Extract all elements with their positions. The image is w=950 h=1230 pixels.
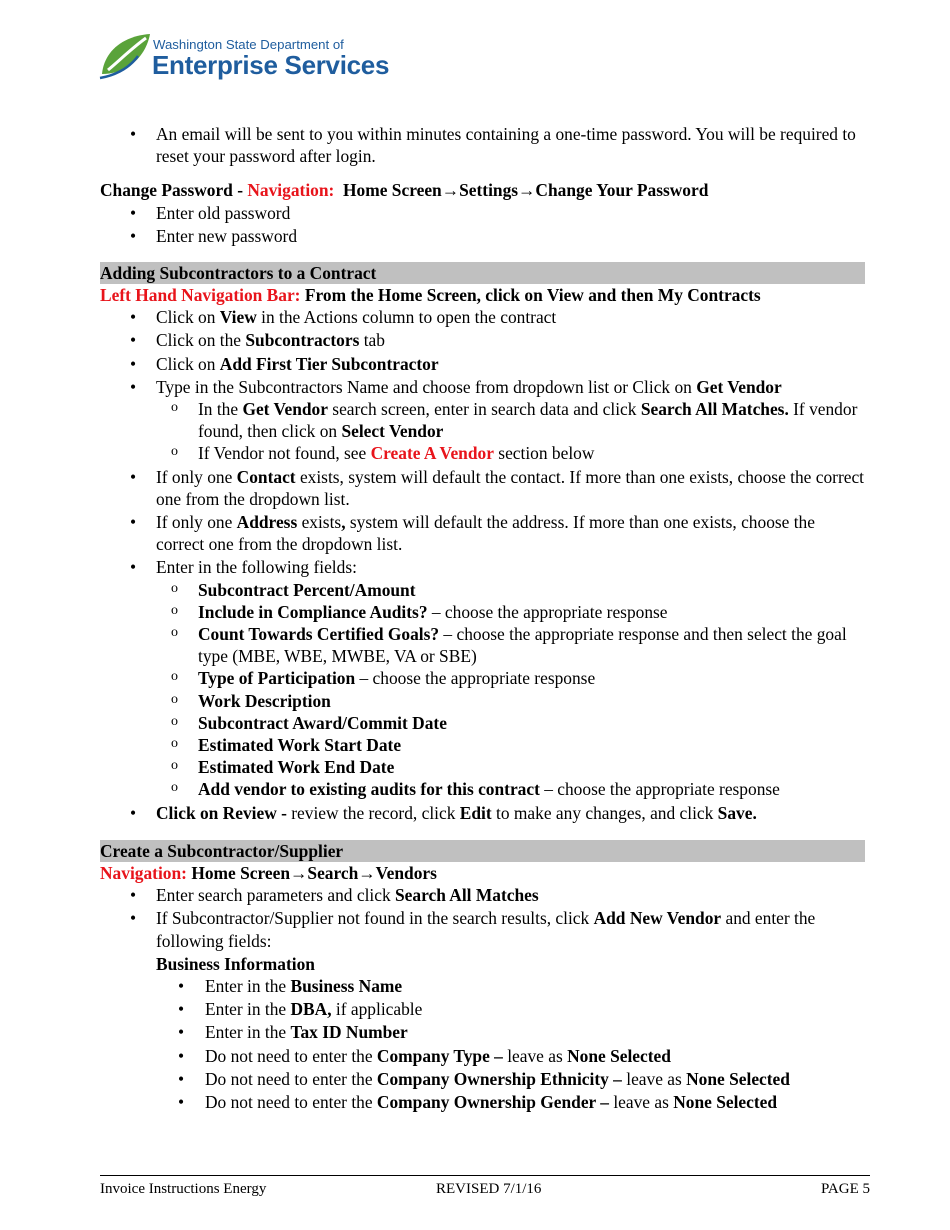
list-item: • Enter new password: [100, 225, 865, 247]
adding-nav: Left Hand Navigation Bar: From the Home Screen, click on View and then My Contracts: [100, 285, 761, 306]
field-item: o Estimated Work End Date: [156, 756, 865, 778]
list-item: o In the Get Vendor search screen, enter in search data and click Search All Matches. If vendor found, then click on Select Vendor: [156, 398, 865, 442]
list-item: • If only one Address exists, system will default the address. If more than one exists, choose the correct one from the dropdown list.: [100, 511, 865, 555]
change-password-path: Home Screen→Settings→Change Your Password: [343, 180, 709, 201]
field-item: o Subcontract Award/Commit Date: [156, 712, 865, 734]
intro-bullet: • An email will be sent to you within minutes containing a one-time password. You will be required to reset your password after login.: [100, 123, 865, 167]
nav-label: Navigation:: [247, 180, 335, 201]
field-item: o Type of Participation – choose the appropriate response: [156, 667, 865, 689]
change-password-list: [100, 202, 865, 247]
list-item: • Type in the Subcontractors Name and choose from dropdown list or Click on Get Vendor o In the Get Vendor search screen, enter in search data and click Search All Matches. If vendor found, then click on Select Vendor o If Vendor not found, see Create A Vendor section below: [100, 376, 865, 465]
business-info-heading: Business Information: [156, 953, 315, 974]
list-item: • If Subcontractor/Supplier not found in the search results, click Add New Vendor and enter the following fields:: [100, 907, 865, 951]
business-item: • Do not need to enter the Company Ownership Gender – leave as None Selected: [100, 1091, 865, 1113]
list-item: • If only one Contact exists, system will default the contact. If more than one exists, choose the correct one from the dropdown list.: [100, 466, 865, 510]
list-item: • Click on View in the Actions column to open the contract: [100, 306, 865, 328]
field-item: o Subcontract Percent/Amount: [156, 579, 865, 601]
list-item: • Click on the Subcontractors tab: [100, 329, 865, 351]
logo-agency-text: Enterprise Services: [152, 50, 390, 80]
create-vendor-link: Create A Vendor: [370, 443, 494, 464]
get-vendor-sublist: [156, 398, 865, 465]
business-item: • Do not need to enter the Company Ownership Ethnicity – leave as None Selected: [100, 1068, 865, 1090]
list-item: • Click on Add First Tier Subcontractor: [100, 353, 865, 375]
business-item: • Enter in the Tax ID Number: [100, 1021, 865, 1043]
fields-sublist: [156, 579, 865, 801]
field-item: o Count Towards Certified Goals? – choose the appropriate response and then select the goal type (MBE, WBE, MWBE, VA or SBE): [156, 623, 865, 667]
des-logo: [98, 30, 398, 82]
field-item: o Add vendor to existing audits for this contract – choose the appropriate response: [156, 778, 865, 800]
create-steps-list: [100, 884, 865, 952]
document-body: [100, 123, 865, 1114]
leaf-logo-icon: [98, 30, 156, 82]
page-footer: [100, 1175, 870, 1200]
field-item: o Include in Compliance Audits? – choose the appropriate response: [156, 601, 865, 623]
section-create-subcontractor: Create a Subcontractor/Supplier: [100, 840, 865, 862]
create-nav: Navigation: Home Screen→Search→Vendors: [100, 862, 437, 883]
intro-list: [100, 123, 865, 167]
section-adding-subcontractors: Adding Subcontractors to a Contract: [100, 262, 865, 284]
list-item: • Click on Review - review the record, click Edit to make any changes, and click Save.: [100, 802, 865, 824]
business-info-list: [100, 975, 865, 1113]
logo-department-text: Washington State Department of: [153, 37, 344, 52]
footer-doc-title: Invoice Instructions Energy: [100, 1181, 267, 1197]
list-item: o If Vendor not found, see Create A Vendor section below: [156, 442, 865, 464]
footer-page-number: PAGE 5: [820, 1181, 870, 1197]
business-item: • Enter in the DBA, if applicable: [100, 998, 865, 1020]
field-item: o Work Description: [156, 690, 865, 712]
list-item: • Enter search parameters and click Search All Matches: [100, 884, 865, 906]
list-item: • Enter old password: [100, 202, 865, 224]
list-item: • Enter in the following fields: o Subcontract Percent/Amount o Include in Compliance Audits? – choose the appropriate response o Count Towards Certified Goals? – choose the appropriate response and then select the goal type (MBE, WBE, MWBE, VA or SBE) o Type of Participation – choose the appropriate response o Work Description o Subcontract Award/Commit Date o Estimated Work Start Date o Estimated Work End Date o Add vendor to existing audits for this contract – choose the appropriate response: [100, 556, 865, 800]
adding-steps-list: [100, 306, 865, 824]
change-password-heading: Change Password - Navigation: Home Screen→Settings→Change Your Password: [100, 180, 709, 201]
footer-revision: REVISED 7/1/16: [436, 1181, 542, 1197]
field-item: o Estimated Work Start Date: [156, 734, 865, 756]
business-item: • Do not need to enter the Company Type – leave as None Selected: [100, 1045, 865, 1067]
business-item: • Enter in the Business Name: [100, 975, 865, 997]
create-nav-path: Home Screen→Search→Vendors: [191, 862, 437, 883]
